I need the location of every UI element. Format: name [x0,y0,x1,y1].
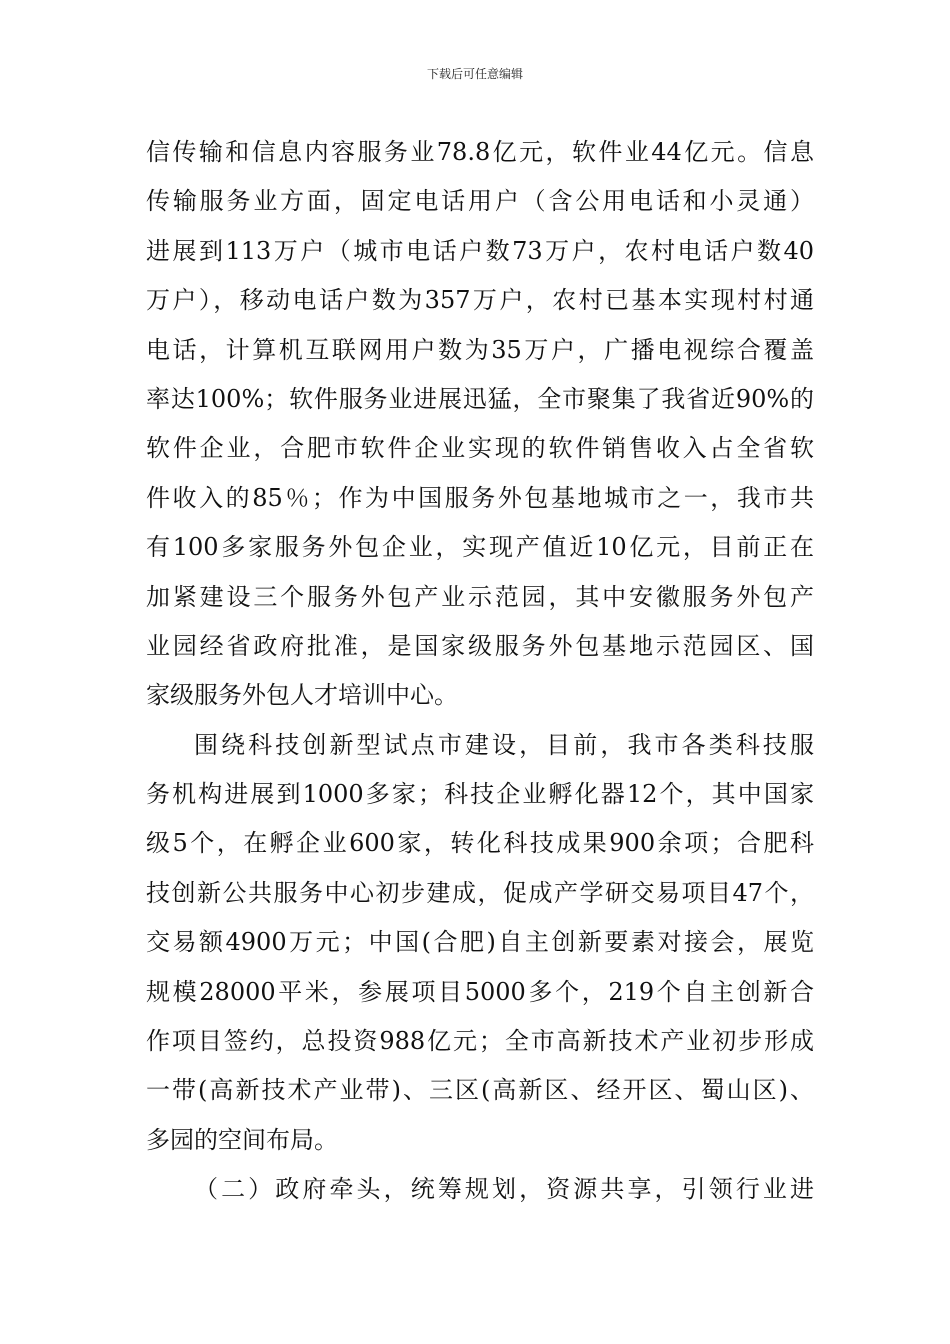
paragraph-line: 件收入的85％；作为中国服务外包基地城市之一，我市共 [146,483,814,512]
document-body [146,128,814,1215]
paragraph-line: 进展到113万户（城市电话户数73万户，农村电话户数40 [146,236,814,265]
page-header-note: 下载后可任意编辑 [426,67,523,81]
paragraph-line: 率达100%；软件服务业进展迅猛，全市聚集了我省近90%的 [146,384,814,413]
paragraph-line: 多园的空间布局。 [146,1125,338,1154]
paragraph-line: 作项目签约，总投资988亿元；全市高新技术产业初步形成 [146,1027,814,1056]
paragraph-line: 电话，计算机互联网用户数为35万户，广播电视综合覆盖 [146,335,814,364]
paragraph-line: 软件企业，合肥市软件企业实现的软件销售收入占全省软 [146,434,814,463]
paragraph-line: 信传输和信息内容服务业78.8亿元，软件业44亿元。信息 [146,138,814,166]
paragraph-line: 务机构进展到1000多家；科技企业孵化器12个，其中国家 [146,780,814,809]
paragraph-line: 技创新公共服务中心初步建成，促成产学研交易项目47个， [146,878,814,907]
paragraph-1 [146,128,814,721]
paragraph-line: 有100多家服务外包企业，实现产值近10亿元，目前正在 [146,533,814,562]
paragraph-2 [146,721,814,1166]
paragraph-line: 交易额4900万元；中国(合肥)自主创新要素对接会，展览 [146,928,814,957]
paragraph-line: 一带(高新技术产业带)、三区(高新区、经开区、蜀山区)、 [146,1076,814,1105]
paragraph-line: 级5个，在孵企业600家，转化科技成果900余项；合肥科 [146,829,814,858]
section-heading: （二）政府牵头，统筹规划，资源共享，引领行业进 [194,1175,814,1204]
paragraph-line: 加紧建设三个服务外包产业示范园，其中安徽服务外包产 [146,582,814,611]
paragraph-line: 规模28000平米，参展项目5000多个，219个自主创新合 [146,977,814,1006]
paragraph-line: 围绕科技创新型试点市建设，目前，我市各类科技服 [194,730,814,759]
paragraph-line: 家级服务外包人才培训中心。 [146,681,458,710]
paragraph-line: 业园经省政府批准，是国家级服务外包基地示范园区、国 [146,631,814,660]
paragraph-line: 传输服务业方面，固定电话用户（含公用电话和小灵通） [146,187,814,216]
paragraph-line: 万户），移动电话户数为357万户，农村已基本实现村村通 [146,286,814,315]
